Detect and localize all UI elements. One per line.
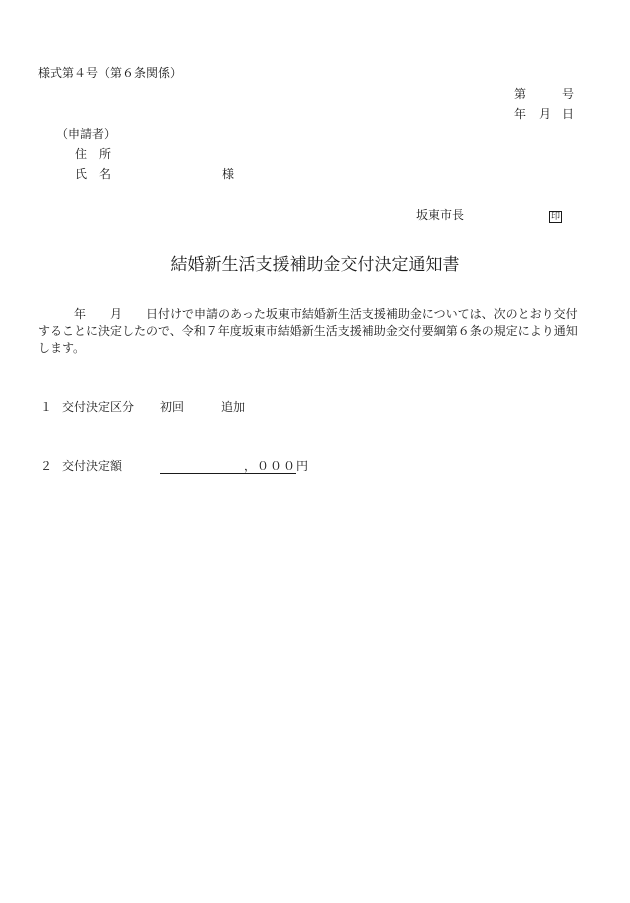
document-number-suffix: 号 <box>562 87 575 101</box>
date-day-label: 日 <box>562 107 575 121</box>
applicant-heading: （申請者） <box>56 127 117 141</box>
item-2-number: ２ <box>40 459 53 473</box>
amount-digits: ，０００ <box>244 459 297 473</box>
option-additional: 追加 <box>221 400 246 414</box>
issuer-title: 坂東市長 <box>416 208 465 222</box>
name-label: 氏 名 <box>75 167 112 181</box>
amount-field <box>160 459 308 474</box>
date-year-label: 年 <box>514 107 527 121</box>
notice-body-line: することに決定したので、令和７年度坂東市結婚新生活支援補助金交付要綱第６条の規定により通知 <box>38 324 578 338</box>
option-initial: 初回 <box>160 400 185 414</box>
form-number-label: 様式第４号（第６条関係） <box>38 66 183 80</box>
seal-stamp-icon: 印 <box>551 212 561 222</box>
item-1-number: １ <box>40 400 53 414</box>
notice-body-line: します。 <box>38 341 86 355</box>
honorific-label: 様 <box>222 167 235 181</box>
document-number-prefix: 第 <box>514 87 527 101</box>
document-title: 結婚新生活支援補助金交付決定通知書 <box>170 255 460 275</box>
address-label: 住 所 <box>75 147 112 161</box>
date-month-label: 月 <box>539 107 552 121</box>
amount-blank-line <box>160 460 244 474</box>
item-2-label: 交付決定額 <box>62 459 123 473</box>
item-1-label: 交付決定区分 <box>62 400 135 414</box>
notice-body-line: 年 月 日付けで申請のあった坂東市結婚新生活支援補助金については、次のとおり交付 <box>38 307 578 321</box>
seal-mark <box>549 208 562 223</box>
notice-body <box>38 306 590 357</box>
amount-unit: 円 <box>296 459 309 473</box>
